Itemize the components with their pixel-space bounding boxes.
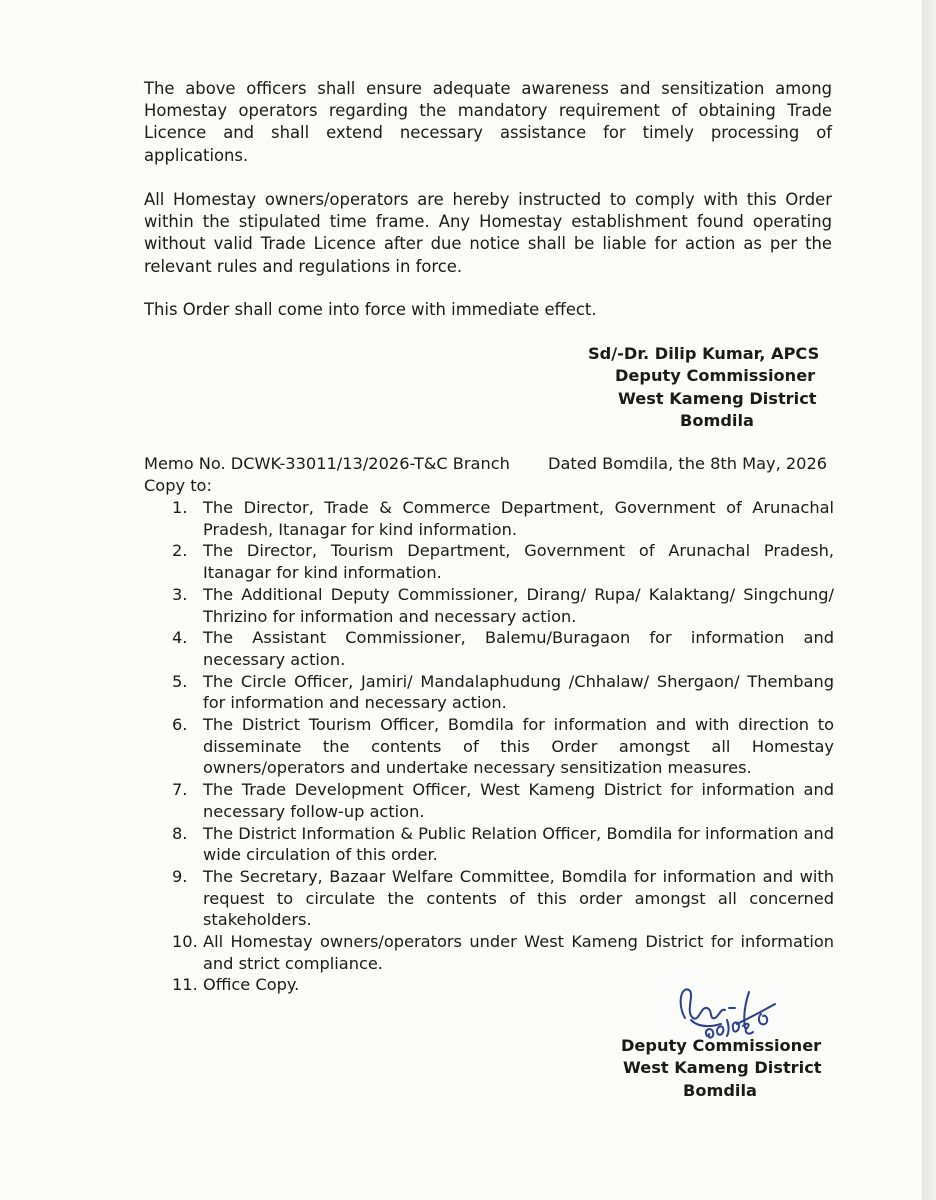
memo-number: Memo No. DCWK-33011/13/2026-T&C Branch: [144, 454, 510, 473]
memo-date: Dated Bomdila, the 8th May, 2026: [548, 454, 828, 473]
list-item: 11. Office Copy.: [172, 975, 300, 995]
list-item: 7. The Trade Development Officer, West Kameng District for information and necessary follow-up action.: [172, 780, 834, 821]
list-item: 2. The Director, Tourism Department, Government of Arunachal Pradesh, Itanagar for kind information.: [172, 541, 834, 583]
list-item: 1. The Director, Trade & Commerce Department, Government of Arunachal Pradesh, Itanagar for kind information.: [172, 498, 834, 539]
list-item: 5. The Circle Officer, Jamiri/ Mandalaphudung /Chhalaw/ Shergaon/ Thembang for information and necessary action.: [172, 671, 834, 713]
copy-distribution-list: [172, 497, 834, 996]
signatory-name: Sd/-Dr. Dilip Kumar, APCS: [588, 344, 820, 363]
page-edge: [922, 0, 936, 1200]
closing-place: Bomdila: [683, 1080, 757, 1100]
paragraph-compliance: All Homestay owners/operators are hereby instructed to comply with this Order within the stipulated time frame. Any Homestay establishment found operating without valid Trade Licence after due notice shall be liable for action as per the relevant rules and regulations in force.: [144, 190, 832, 276]
signatory-designation: Deputy Commissioner: [615, 366, 816, 386]
closing-district: West Kameng District: [623, 1058, 822, 1078]
list-item: 9. The Secretary, Bazaar Welfare Committee, Bomdila for information and with request to circulate the contents of this order amongst all concerned stakeholders.: [172, 866, 834, 930]
paragraph-effect: This Order shall come into force with immediate effect.: [144, 300, 597, 319]
copy-to-label: Copy to:: [144, 476, 212, 495]
closing-signature-block: [621, 1035, 841, 1102]
list-item: 6. The District Tourism Officer, Bomdila for information and with direction to disseminate the contents of this Order amongst all Homestay owners/operators and undertake necessary sensitization measures.: [172, 715, 834, 778]
signatory-district: West Kameng District: [618, 388, 817, 408]
list-item: 3. The Additional Deputy Commissioner, Dirang/ Rupa/ Kalaktang/ Singchung/ Thrizino for information and necessary action.: [172, 584, 834, 626]
memo-header: [144, 453, 844, 495]
signatory-block: [588, 343, 848, 432]
list-item: 8. The District Information & Public Relation Officer, Bomdila for information and wide circulation of this order.: [172, 823, 834, 865]
paragraph-awareness: The above officers shall ensure adequate awareness and sensitization among Homestay operators regarding the mandatory requirement of obtaining Trade Licence and shall extend necessary assistance for timely processing of applications.: [144, 79, 832, 165]
signatory-place: Bomdila: [680, 410, 754, 430]
closing-designation: Deputy Commissioner: [621, 1036, 822, 1055]
list-item: 10. All Homestay owners/operators under West Kameng District for information and strict compliance.: [172, 932, 834, 973]
list-item: 4. The Assistant Commissioner, Balemu/Buragaon for information and necessary action.: [172, 628, 834, 669]
